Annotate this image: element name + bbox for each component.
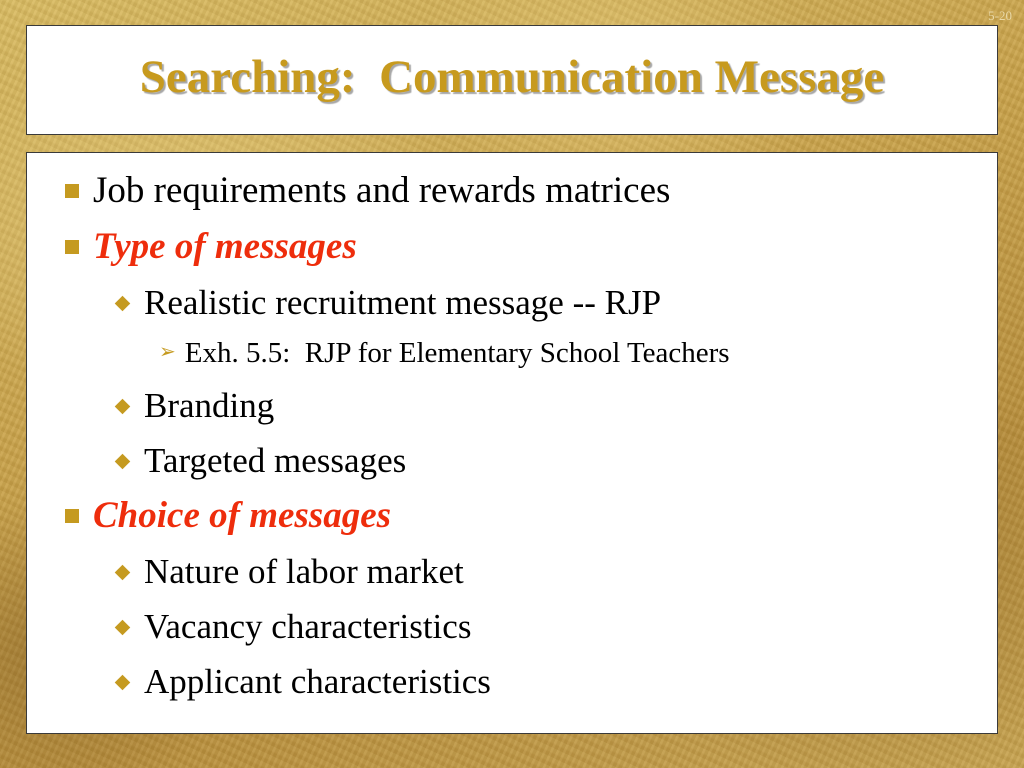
bullet-text: Realistic recruitment message -- RJP	[144, 283, 662, 322]
slide-number: 5-20	[988, 8, 1012, 23]
bullet-text: Exh. 5.5: RJP for Elementary School Teachers	[184, 337, 730, 369]
bullet-text: Nature of labor market	[144, 552, 464, 591]
diamond-bullet-icon	[115, 399, 131, 415]
slide-title: Searching: Communication Message	[139, 51, 885, 103]
bullet-text: Type of messages	[93, 226, 357, 267]
bullet-text: Applicant characteristics	[144, 662, 491, 701]
diamond-bullet-icon	[115, 620, 131, 636]
bullet-text: Choice of messages	[93, 495, 392, 536]
sub-bullet-item	[27, 654, 997, 709]
diamond-bullet-icon	[115, 296, 131, 312]
sub-bullet-item	[27, 544, 997, 599]
diamond-bullet-icon	[115, 565, 131, 581]
bullet-text: Targeted messages	[144, 441, 407, 480]
bullet-text: Vacancy characteristics	[144, 607, 472, 646]
square-bullet-icon	[65, 509, 79, 523]
sub-bullet-item	[27, 275, 997, 330]
bullet-item	[27, 488, 997, 544]
sub-bullet-item	[27, 378, 997, 433]
sub-bullet-item	[27, 599, 997, 654]
bullet-item	[27, 163, 997, 219]
title-box	[26, 25, 998, 135]
arrow-bullet-icon: ➢	[159, 339, 176, 363]
sub-bullet-item	[27, 433, 997, 488]
sub-sub-bullet-item	[27, 330, 997, 378]
bullet-text: Branding	[144, 386, 275, 425]
square-bullet-icon	[65, 184, 79, 198]
bullet-item	[27, 219, 997, 275]
square-bullet-icon	[65, 240, 79, 254]
diamond-bullet-icon	[115, 675, 131, 691]
bullet-list	[27, 163, 997, 709]
content-box	[26, 152, 998, 734]
diamond-bullet-icon	[115, 454, 131, 470]
bullet-text: Job requirements and rewards matrices	[93, 170, 671, 211]
